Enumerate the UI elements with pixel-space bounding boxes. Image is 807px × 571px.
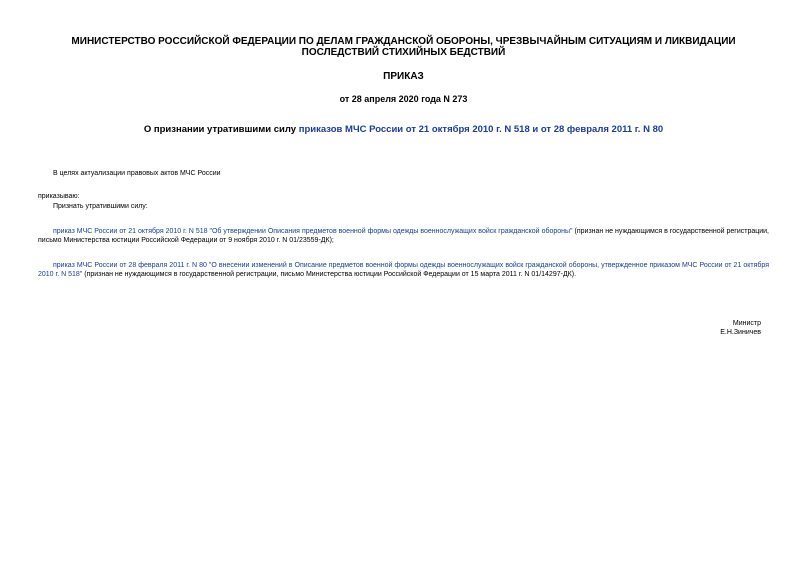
revoked-order-item-1: [38, 227, 769, 245]
item-2-note: (признан не нуждающимся в государственной регистрации, письмо Министерства юстиции Российской Федерации от 15 марта 2011 г. N 01/14297-ДК).: [82, 271, 577, 278]
heading-link[interactable]: приказов МЧС России от 21 октября 2010 г. N 518 и от 28 февраля 2011 г. N 80: [298, 124, 664, 135]
heading-prefix: О признании утратившими силу: [143, 124, 299, 135]
orders-word: приказываю:: [38, 193, 80, 200]
signature-name: Е.Н.Зиничев: [720, 329, 761, 336]
signature-position: Министр: [732, 320, 761, 327]
order-label: ПРИКАЗ: [383, 71, 424, 82]
ministry-name: МИНИСТЕРСТВО РОССИЙСКОЙ ФЕДЕРАЦИИ ПО ДЕЛАМ ГРАЖДАНСКОЙ ОБОРОНЫ, ЧРЕЗВЫЧАЙНЫМ СИТУАЦИЯМ И ЛИКВИДАЦИИ ПОСЛЕДСТВИЙ СТИХИЙНЫХ БЕДСТВИЙ: [71, 36, 736, 58]
item-1-note: (признан не нуждающимся в государственной регистрации, письмо Министерства юстиции Российской Федерации от 9 ноября 2010 г. N 01/23559-ДК);: [38, 228, 769, 244]
document-heading: [38, 124, 769, 135]
order-518-link[interactable]: приказ МЧС России от 21 октября 2010 г. N 518 "Об утверждении Описания предметов военной формы одежды военнослужащих войск гражданской обороны": [53, 228, 573, 235]
revoked-order-item-2: [38, 261, 769, 279]
signature-block: [38, 319, 769, 337]
intro-paragraph: В целях актуализации правовых актов МЧС России: [53, 170, 221, 177]
order-80-link[interactable]: приказ МЧС России от 28 февраля 2011 г. N 80 "О внесении изменений в Описание предметов военной формы одежды военнослужащих войск гражданской обороны, утвержденное приказом МЧС России от 21 октября 2010 г. N 518": [38, 262, 769, 278]
recognize-paragraph: Признать утратившими силу:: [53, 203, 148, 210]
order-date: от 28 апреля 2020 года N 273: [339, 94, 468, 104]
